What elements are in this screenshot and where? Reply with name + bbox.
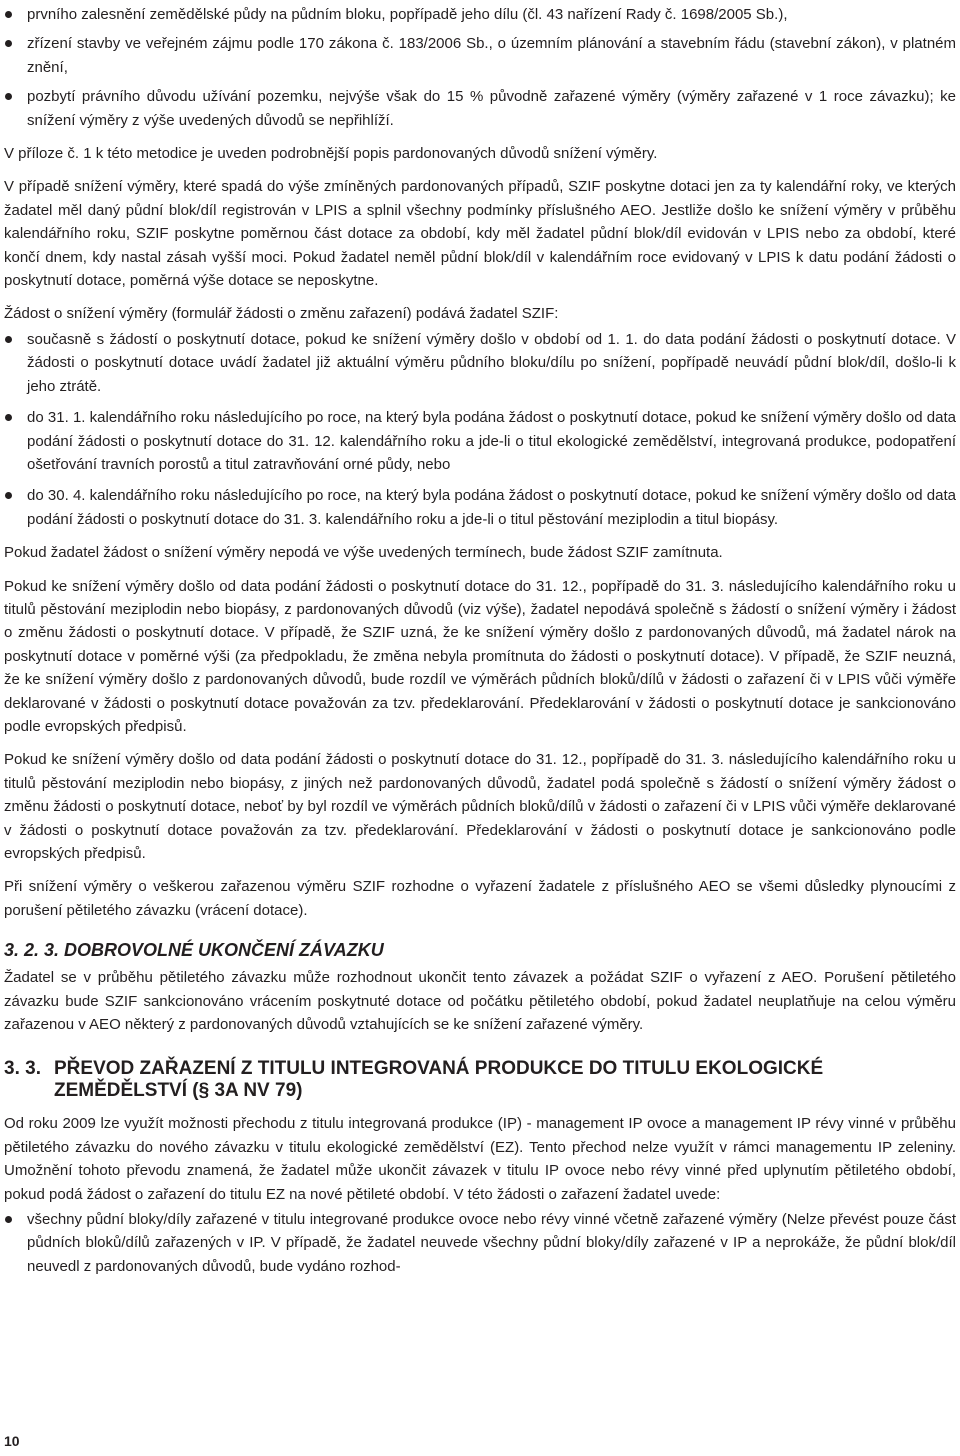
section-33-paragraph: Od roku 2009 lze využít možnosti přechodu z titulu integrovaná produkce (IP) - management IP ovoce a management IP révy vinné v průběhu pětiletého závazku do nového závazku v titulu ekologické zemědělství (EZ). Tento přechod nelze využít v rámci managementu IP zeleniny. Umožnění tohoto převodu znamená, že žadatel může ukončit závazek v titulu IP ovoce nebo révy vinné před uplynutím pětiletého období, pokud podá žádost o zařazení do titulu EZ na nové pětileté období. V této žádosti o zařazení žadatel uvede: <box>4 1115 956 1203</box>
list-item: zřízení stavby ve veřejném zájmu podle 170 zákona č. 183/2006 Sb., o územním plánování a stavebním řádu (stavební zákon), v platném znění, <box>4 32 956 79</box>
list-item: prvního zalesnění zemědělské půdy na půdním bloku, popřípadě jeho dílu (čl. 43 nařízení Rady č. 1698/2005 Sb.), <box>4 3 956 26</box>
list-item: do 30. 4. kalendářního roku následujícího po roce, na který byla podána žádost o poskytnutí dotace, pokud ke snížení výměry došlo od data podání žádosti o poskytnutí dotace do 31. 3. kalendářního roku a jde-li o titul pěstování meziplodin a titul biopásy. <box>4 484 956 531</box>
page-number: 10 <box>4 1433 20 1449</box>
rejected-paragraph: Pokud žadatel žádost o snížení výměry nepodá ve výše uvedených termínech, bude žádost SZIF zamítnuta. <box>4 544 723 562</box>
whole-area-paragraph: Při snížení výměry o veškerou zařazenou výměru SZIF rozhodne o vyřazení žadatele z příslušného AEO se všemi důsledky plynoucími z porušení pětiletého závazku (vrácení dotace). <box>4 878 956 919</box>
after-december-paragraph-2: Pokud ke snížení výměry došlo od data podání žádosti o poskytnutí dotace do 31. 12., popřípadě do 31. 3. následujícího kalendářního roku u titulů pěstování meziplodin nebo biopásy, z jiných než pardonovaných důvodů, žadatel podá společně s žádostí o snížení výměry žádost o změnu žádosti o poskytnutí dotace, neboť by byl rozdíl ve výměrách půdních bloků/dílů v žádosti o zařazení či v LPIS vůči výměře deklarované v žádosti o poskytnutí dotace považován za tzv. předeklarování. Předeklarování v žádosti o poskytnutí dotace je sankcionováno podle evropských předpisů. <box>4 751 956 862</box>
intro-bullet-list <box>4 3 956 132</box>
section-title: PŘEVOD ZAŘAZENÍ Z TITULU INTEGROVANÁ PRODUKCE DO TITULU EKOLOGICKÉ ZEMĚDĚLSTVÍ (§ 3A NV 79) <box>54 1058 824 1102</box>
list-item: současně s žádostí o poskytnutí dotace, pokud ke snížení výměry došlo v období od 1. 1. do data podání žádosti o poskytnutí dotace. V žádosti o poskytnutí dotace uvádí žadatel již aktuální výměru půdního bloku/dílu po snížení, popřípadě neuvádí půdní blok/díl, došlo-li k jeho ztrátě. <box>4 328 956 398</box>
list-item: všechny půdní bloky/díly zařazené v titulu integrované produkce ovoce nebo révy vinné včetně zařazené výměry (Nelze převést pouze část půdních bloků/dílů zařazených v IP. V případě, že žadatel neuvede všechny půdní bloky/díly zařazené v IP a neprokáže, že půdní blok/díl neuvedl z pardonovaných důvodů, bude vydáno rozhod- <box>4 1208 956 1278</box>
section-number: 3. 3. <box>4 1058 41 1080</box>
final-bullet-list <box>4 1208 956 1278</box>
section-heading-33 <box>4 1058 956 1102</box>
document-page <box>4 3 956 1288</box>
section-323-paragraph: Žadatel se v průběhu pětiletého závazku může rozhodnout ukončit tento závazek a požádat SZIF o vyřazení z AEO. Porušení pětiletého závazku bude SZIF sankcionováno vrácením poskytnuté dotace od počátku pětiletého období, pokud žadatel neuplatňuje na celou výměru zařazenou v AEO některý z pardonovaných důvodů vztahujících se ke snížení zařazené výměry. <box>4 969 956 1034</box>
reduction-paragraph: V případě snížení výměry, které spadá do výše zmíněných pardonovaných případů, SZIF poskytne dotaci jen za ty kalendářní roky, ve kterých žadatel měl daný půdní blok/díl registrován v LPIS a splnil všechny podmínky příslušného AEO. Jestliže došlo ke snížení výměry v průběhu kalendářního roku, SZIF poskytne poměrnou část dotace za období, kdy měl žadatel půdní blok/díl evidován v LPIS nebo za období, které končí dnem, kdy nastal zásah vyšší moci. Pokud žadatel neměl půdní blok/díl v kalendářním roce evidovaný v LPIS k datu podání žádosti o poskytnutí dotace, poměrná výše dotace se neposkytne. <box>4 178 956 290</box>
after-december-paragraph-1: Pokud ke snížení výměry došlo od data podání žádosti o poskytnutí dotace do 31. 12., popřípadě do 31. 3. následujícího kalendářního roku u titulů pěstování meziplodin nebo biopásy, z pardonovaných důvodů (viz výše), žadatel nepodává společně s žádostí o snížení výměry i žádost o změnu žádosti o poskytnutí dotace. V případě, že SZIF uzná, že ke snížení výměry došlo z pardonovaných důvodů, má žadatel nárok na poskytnutí dotace v poměrné výši (za předpokladu, že změna nebyla promítnuta do žádosti o poskytnutí dotace). V případě, že SZIF neuzná, že ke snížení výměry došlo z pardonovaných důvodů, bude rozdíl ve výměrách půdních bloků/dílů v žádosti o zařazení či v LPIS vůči výměře deklarované v žádosti o poskytnutí dotace považován za tzv. předeklarování. Předeklarování v žádosti o poskytnutí dotace je sankcionováno podle evropských předpisů. <box>4 577 956 735</box>
list-item: pozbytí právního důvodu užívání pozemku, nejvýše však do 15 % původně zařazené výměry (výměry zařazené v 1 roce závazku); ke snížení výměry z výše uvedených důvodů se nepřihlíží. <box>4 85 956 132</box>
request-bullet-list <box>4 328 956 531</box>
list-item: do 31. 1. kalendářního roku následujícího po roce, na který byla podána žádost o poskytnutí dotace, pokud ke snížení výměry došlo od data podání žádosti o poskytnutí dotace do 31. 12. kalendářního roku a jde-li o titul ekologické zemědělství, integrovaná produkce, podopatření ošetřování travních porostů a titul zatravňování orné půdy, nebo <box>4 406 956 476</box>
appendix-paragraph: V příloze č. 1 k této metodice je uveden podrobnější popis pardonovaných důvodů snížení výměry. <box>4 145 658 163</box>
section-heading-323: 3. 2. 3. DOBROVOLNÉ UKONČENÍ ZÁVAZKU <box>4 940 384 961</box>
request-intro-paragraph: Žádost o snížení výměry (formulář žádosti o změnu zařazení) podává žadatel SZIF: <box>4 305 559 323</box>
